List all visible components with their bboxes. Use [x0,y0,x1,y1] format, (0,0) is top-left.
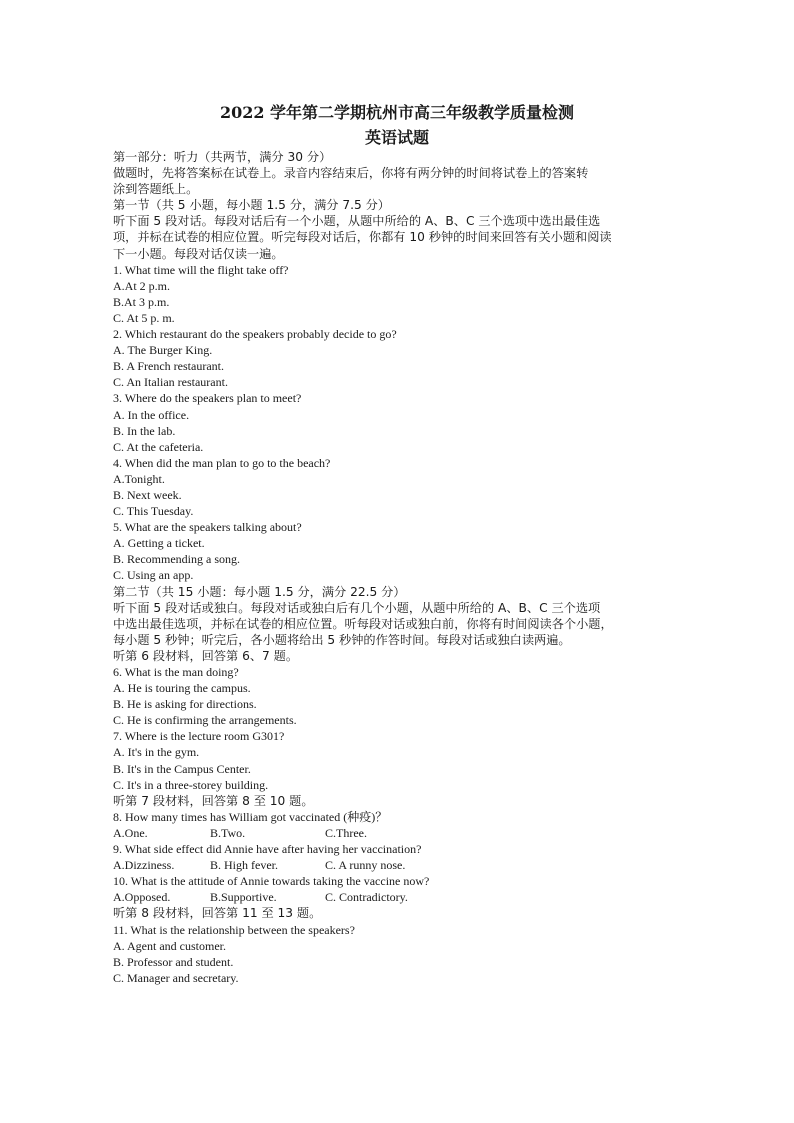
question-line: 2. Which restaurant do the speakers probably decide to go? [113,327,397,342]
option-line: A. It's in the gym. [113,745,200,760]
question-line: 5. What are the speakers talking about? [113,520,302,535]
option-line: B. A French restaurant. [113,359,224,374]
option-row [113,889,713,905]
exam-subtitle: 英语试题 [364,128,429,147]
material-instruction: 听第 8 段材料，回答第 11 至 13 题。 [113,906,322,921]
option-line: C. He is confirming the arrangements. [113,713,297,728]
option-item: C. Contradictory. [325,890,408,905]
question-line: 1. What time will the flight take off? [113,262,289,277]
option-line: B. Next week. [113,487,182,502]
option-line: C. At 5 p. m. [113,310,175,325]
instruction-line: 下一小题。每段对话仅读一遍。 [113,246,284,261]
option-item: A.Dizziness. [113,858,175,873]
option-line: B. Professor and student. [113,954,234,969]
material-instruction: 听第 6 段材料，回答第 6、7 题。 [113,648,299,663]
option-line: A. In the office. [113,407,190,422]
question-line: 10. What is the attitude of Annie towards taking the vaccine now? [113,874,430,889]
instruction-line: 涂到答题纸上。 [113,182,199,197]
exam-body [113,149,713,986]
question-line: 4. When did the man plan to go to the beach? [113,455,331,470]
option-line: B. He is asking for directions. [113,697,257,712]
material-instruction: 听第 7 段材料，回答第 8 至 10 题。 [113,793,314,808]
option-line: C. Manager and secretary. [113,970,239,985]
option-line: B.At 3 p.m. [113,294,170,309]
instruction-line: 每小题 5 秒钟；听完后，各小题将给出 5 秒钟的作答时间。每段对话或独白读两遍。 [113,632,571,647]
option-line: C. Using an app. [113,568,194,583]
option-line: C. It's in a three-storey building. [113,777,269,792]
option-item: A.Opposed. [113,890,171,905]
question-line: 7. Where is the lecture room G301? [113,729,285,744]
option-item: B.Two. [210,825,246,840]
instruction-line: 中选出最佳选项，并标在试卷的相应位置。听每段对话或独白前，你将有时间阅读各个小题， [113,616,613,631]
option-line: A. Getting a ticket. [113,536,205,551]
option-line: C. An Italian restaurant. [113,375,228,390]
option-line: B. In the lab. [113,423,176,438]
option-line: B. Recommending a song. [113,552,240,567]
option-line: A. The Burger King. [113,343,213,358]
section-heading: 第二节（共 15 小题：每小题 1.5 分，满分 22.5 分） [113,584,406,599]
option-line: A.At 2 p.m. [113,278,170,293]
option-item: C. A runny nose. [325,858,406,873]
question-line: 9. What side effect did Annie have after having her vaccination? [113,842,422,857]
option-item: A.One. [113,825,148,840]
option-row [113,825,713,841]
option-line: C. This Tuesday. [113,504,194,519]
instruction-line: 听下面 5 段对话或独白。每段对话或独白后有几个小题，从题中所给的 A、B、C 三个选项 [113,600,601,615]
question-line: 11. What is the relationship between the speakers? [113,922,355,937]
instruction-line: 项，并标在试卷的相应位置。听完每段对话后，你都有 10 秒钟的时间来回答有关小题和阅读 [113,230,612,245]
option-item: C.Three. [325,825,367,840]
option-item: B.Supportive. [210,890,277,905]
option-line: A. Agent and customer. [113,938,226,953]
option-line: A. He is touring the campus. [113,681,251,696]
option-line: B. It's in the Campus Center. [113,761,251,776]
question-line: 3. Where do the speakers plan to meet? [113,391,302,406]
option-row [113,857,713,873]
option-item: B. High fever. [210,858,278,873]
question-line: 6. What is the man doing? [113,665,239,679]
instruction-line: 做题时，先将答案标在试卷上。录音内容结束后，你将有两分钟的时间将试卷上的答案转 [113,166,589,181]
section-heading: 第一部分：听力（共两节，满分 30 分） [113,150,332,164]
instruction-line: 听下面 5 段对话。每段对话后有一个小题，从题中所给的 A、B、C 三个选项中选出最佳选 [113,214,601,229]
exam-title: 2022 学年第二学期杭州市高三年级教学质量检测 [219,103,575,122]
option-line: A.Tonight. [113,471,165,486]
question-line: 8. How many times has William got vaccinated (种疫)？ [113,809,388,824]
section-heading: 第一节（共 5 小题，每小题 1.5 分，满分 7.5 分） [113,198,390,213]
option-line: C. At the cafeteria. [113,439,204,454]
